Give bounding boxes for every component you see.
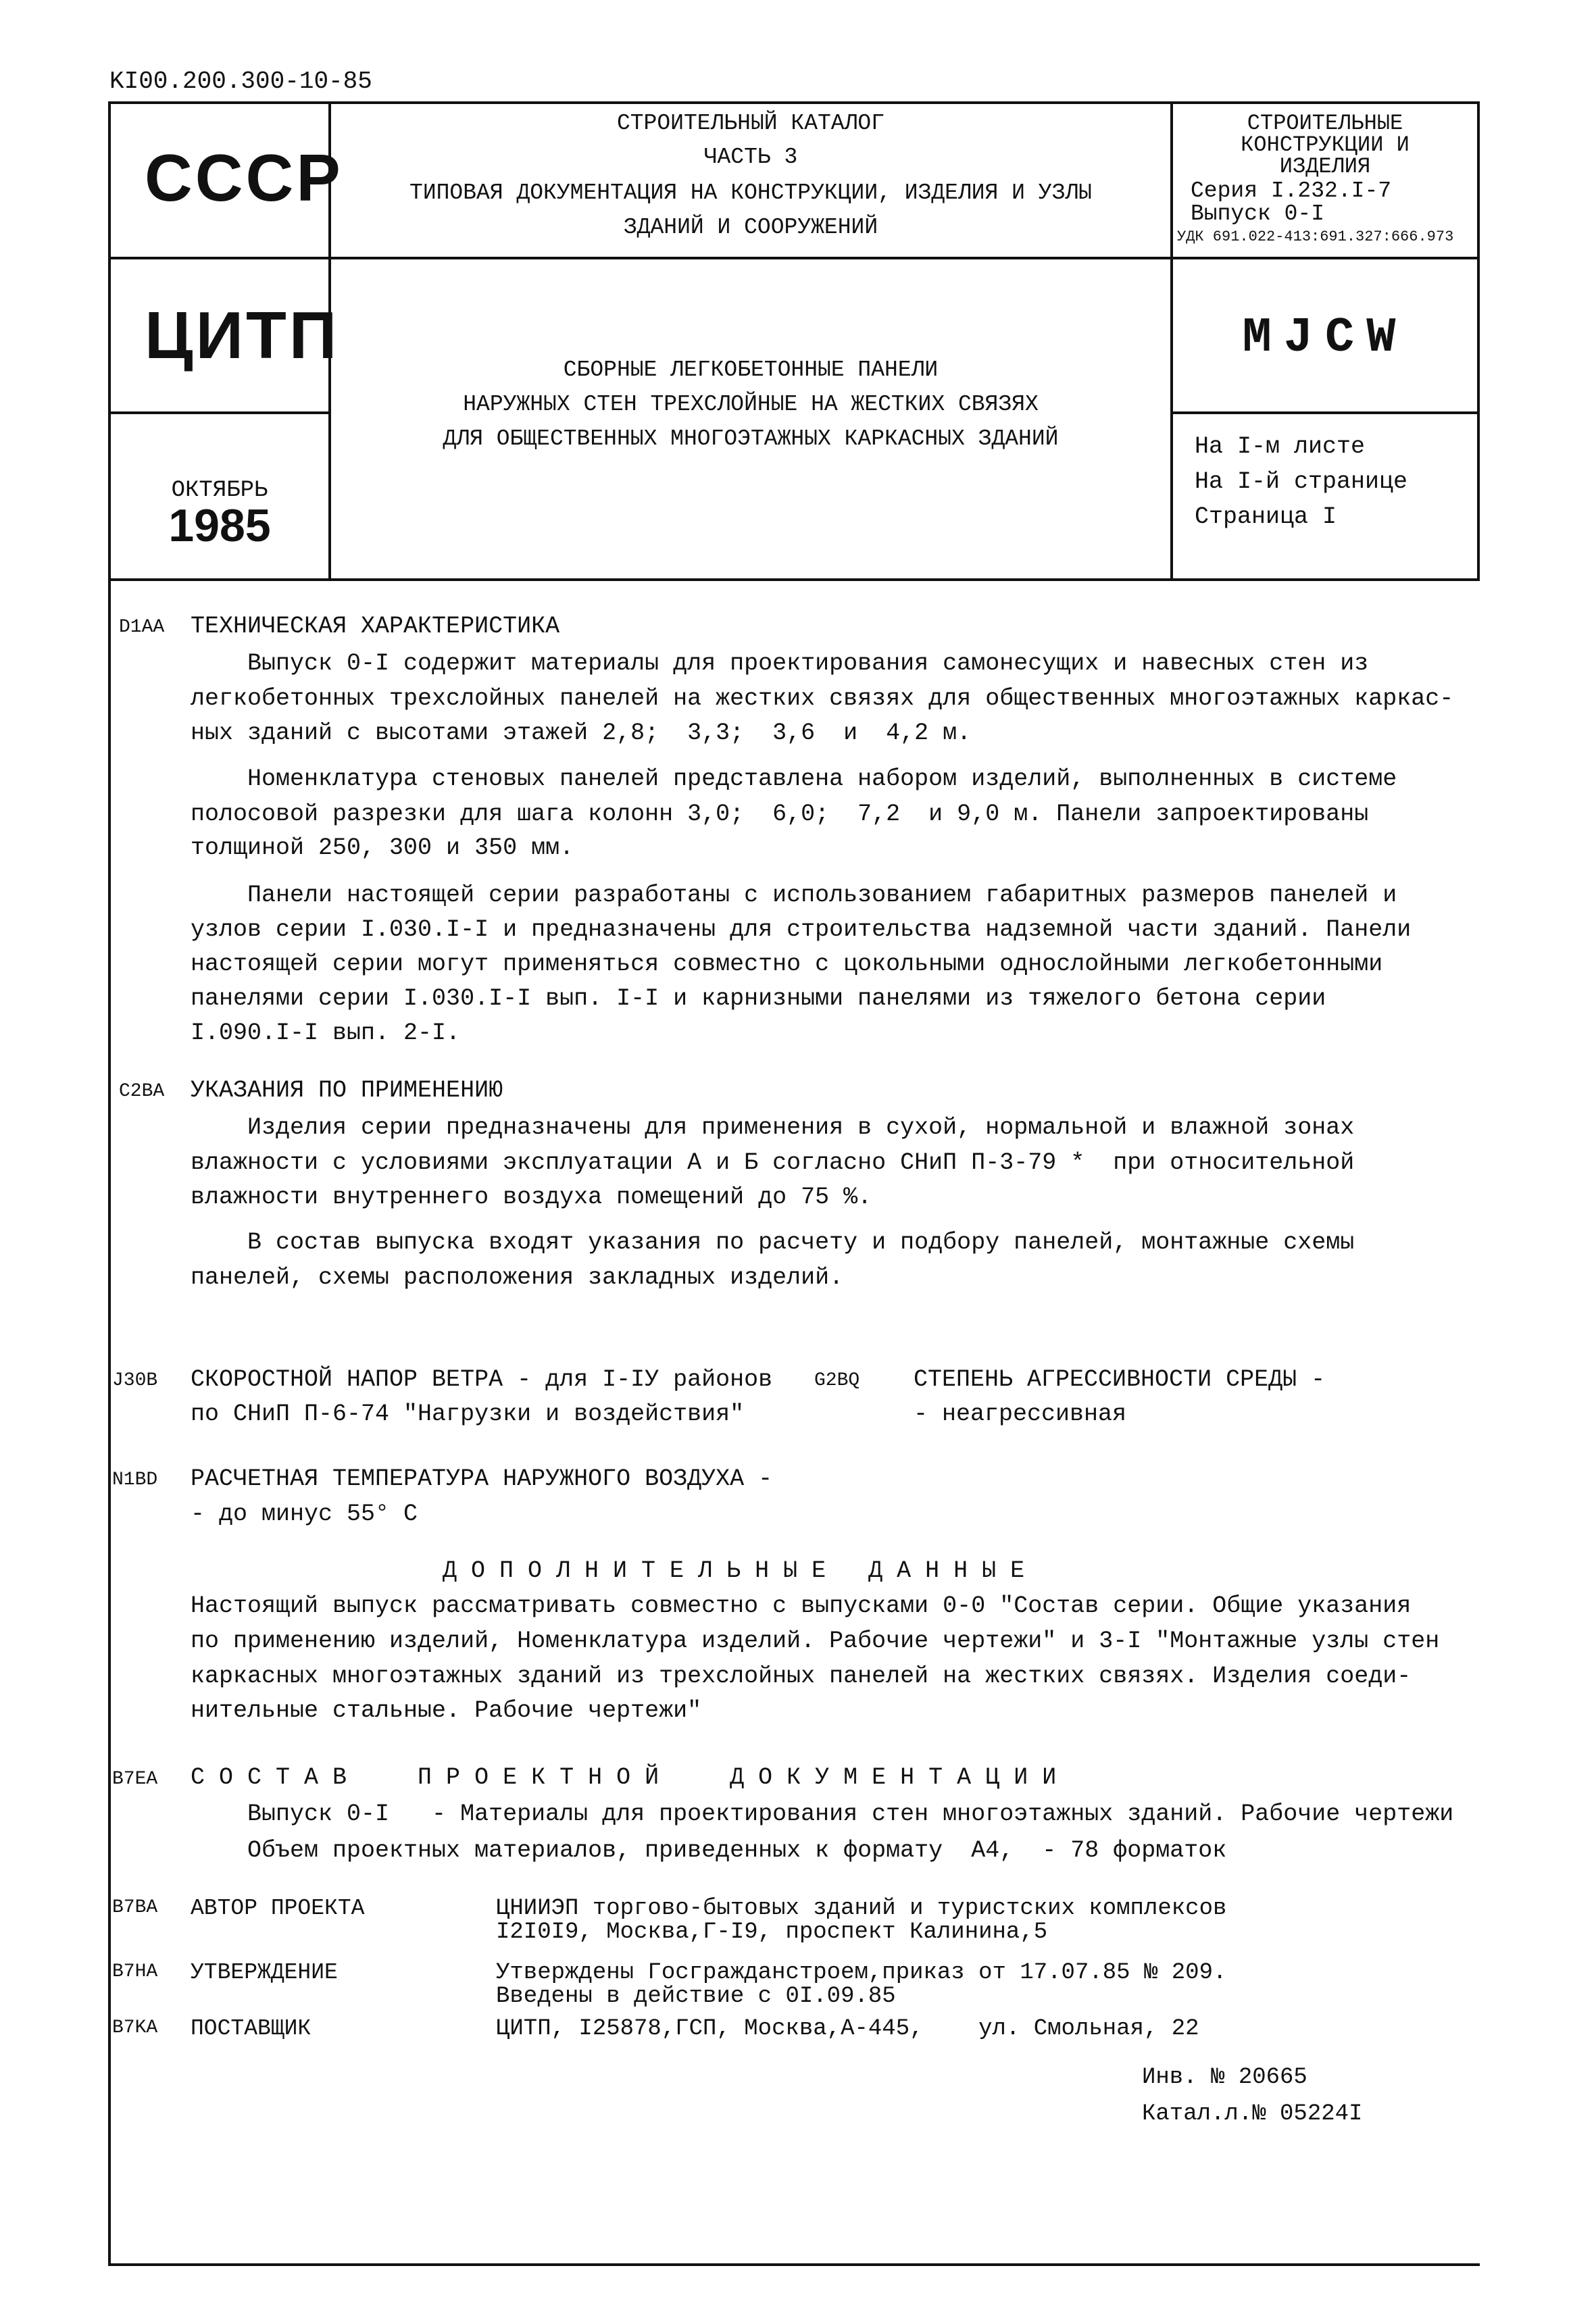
text-line: РАСЧЕТНАЯ ТЕМПЕРАТУРА НАРУЖНОГО ВОЗДУХА - — [191, 1465, 773, 1492]
text-line: Введены в действие с 0I.09.85 — [496, 1984, 896, 2009]
series-line: КОНСТРУКЦИИ И — [1241, 132, 1410, 157]
text-line: Панели настоящей серии разработаны с использованием габаритных размеров панелей и — [191, 882, 1397, 909]
text-line: настоящей серии могут применяться совместно с цокольными однослойными легкобетонными — [191, 951, 1383, 978]
text-line: влажности с условиями эксплуатации А и Б согласно СНиП П-3-79 * при относительной — [191, 1149, 1355, 1176]
inventory-number: Инв. № 20665 — [1142, 2065, 1307, 2090]
section-code: D1AA — [119, 617, 165, 638]
text-line: толщиной 250, 300 и 350 мм. — [191, 834, 574, 861]
text-line: СТЕПЕНЬ АГРЕССИВНОСТИ СРЕДЫ - — [914, 1366, 1326, 1393]
header-frame — [108, 101, 1480, 581]
text-line: по применению изделий, Номенклатура изделий. Рабочие чертежи" и 3-I "Монтажные узлы стен — [191, 1628, 1440, 1655]
header-divider-row2-right — [1170, 411, 1477, 414]
text-line: ных зданий с высотами этажей 2,8; 3,3; 3,6 и 4,2 м. — [191, 720, 972, 747]
issue-number: Выпуск 0-I — [1191, 201, 1325, 226]
text-line: СКОРОСТНОЙ НАПОР ВЕТРА - для I-IУ районов — [191, 1366, 773, 1393]
month-label: ОКТЯБРЬ — [171, 478, 268, 503]
text-line: Утверждены Госгражданстроем,приказ от 17.07.85 № 209. — [496, 1960, 1227, 1986]
text-line: каркасных многоэтажных зданий из трехслойных панелей на жестких связях. Изделия соеди- — [191, 1663, 1412, 1690]
text-line: Настоящий выпуск рассматривать совместно с выпусками 0-0 "Состав серии. Общие указания — [191, 1592, 1412, 1619]
sheet-line: Страница I — [1195, 503, 1337, 530]
series-line: ИЗДЕЛИЯ — [1279, 154, 1371, 179]
text-line: по СНиП П-6-74 "Нагрузки и воздействия" — [191, 1401, 745, 1428]
text-line: ЦИТП, I25878,ГСП, Москва,А-445, ул. Смольная, 22 — [496, 2016, 1199, 2042]
text-line: влажности внутреннего воздуха помещений до 75 %. — [191, 1184, 872, 1211]
body-frame-left — [108, 578, 111, 2265]
section-code: G2BQ — [814, 1370, 860, 1391]
section-label: УТВЕРЖДЕНИЕ — [191, 1960, 338, 1985]
header-divider-row2-left — [111, 411, 331, 414]
text-line: - до минус 55° С — [191, 1501, 418, 1528]
text-line: Номенклатура стеновых панелей представлена набором изделий, выполненных в системе — [191, 765, 1397, 793]
section-title: Д О П О Л Н И Т Е Л Ь Н Ы Е Д А Н Н Ы Е — [443, 1557, 1025, 1584]
body-frame-bottom — [108, 2263, 1480, 2266]
section-code: B7EA — [112, 1769, 158, 1790]
doc-code: KI00.200.300-10-85 — [109, 68, 372, 95]
section-code: B7HA — [112, 1961, 158, 1982]
section-code: B7BA — [112, 1897, 158, 1918]
text-line: узлов серии I.030.I-I и предназначены для строительства надземной части зданий. Панели — [191, 916, 1412, 943]
section-code: B7KA — [112, 2017, 158, 2038]
ussr-label: СССР — [145, 141, 343, 215]
text-line: панелями серии I.030.I-I вып. I-I и карнизными панелями из тяжелого бетона серии — [191, 985, 1326, 1012]
series-number: Серия I.232.I-7 — [1191, 178, 1392, 203]
catalog-line: СТРОИТЕЛЬНЫЙ КАТАЛОГ — [616, 111, 885, 136]
text-line: полосовой разрезки для шага колонн 3,0; 6,0; 7,2 и 9,0 м. Панели запроектированы — [191, 801, 1369, 828]
section-title: С О С Т А В П Р О Е К Т Н О Й Д О К У М Е Н Т А Ц И И — [191, 1764, 1057, 1791]
product-line: СБОРНЫЕ ЛЕГКОБЕТОННЫЕ ПАНЕЛИ — [563, 357, 939, 382]
text-line: панелей, схемы расположения закладных изделий. — [191, 1264, 844, 1291]
catalog-line: ТИПОВАЯ ДОКУМЕНТАЦИЯ НА КОНСТРУКЦИИ, ИЗДЕЛИЯ И УЗЛЫ — [409, 180, 1092, 205]
text-line: Выпуск 0-I - Материалы для проектирования стен многоэтажных зданий. Рабочие чертежи — [191, 1801, 1454, 1828]
section-code: C2BA — [119, 1081, 165, 1102]
catalog-sheet-number: Катал.л.№ 05224I — [1142, 2101, 1363, 2127]
text-line: легкобетонных трехслойных панелей на жестких связях для общественных многоэтажных каркас- — [191, 685, 1454, 712]
section-code: N1BD — [112, 1469, 158, 1490]
udk-code: УДК 691.022-413:691.327:666.973 — [1177, 228, 1454, 245]
section-label: АВТОР ПРОЕКТА — [191, 1896, 365, 1921]
section-label: ПОСТАВЩИК — [191, 2016, 311, 2041]
sheet-line: На I-й странице — [1195, 468, 1408, 495]
text-line: Объем проектных материалов, приведенных к формату А4, - 78 форматок — [191, 1837, 1227, 1864]
text-line: I2I0I9, Москва,Г-I9, проспект Калинина,5 — [496, 1919, 1048, 1945]
section-title: ТЕХНИЧЕСКАЯ ХАРАКТЕРИСТИКА — [191, 613, 560, 640]
text-line: В состав выпуска входят указания по расчету и подбору панелей, монтажные схемы — [191, 1229, 1355, 1256]
mjcw-code: MJCW — [1242, 310, 1408, 366]
text-line: ЦНИИЭП торгово-бытовых зданий и туристских комплексов — [496, 1896, 1227, 1921]
text-line: Изделия серии предназначены для применения в сухой, нормальной и влажной зонах — [191, 1114, 1355, 1141]
sheet-line: На I-м листе — [1195, 433, 1366, 460]
header-divider-row1 — [111, 257, 1477, 259]
catalog-line: ЧАСТЬ 3 — [703, 145, 798, 170]
text-line: I.090.I-I вып. 2-I. — [191, 1020, 461, 1047]
section-code: J30B — [112, 1370, 158, 1391]
text-line: - неагрессивная — [914, 1401, 1127, 1428]
citp-label: ЦИТП — [145, 298, 340, 372]
series-line: СТРОИТЕЛЬНЫЕ — [1247, 111, 1403, 136]
catalog-line: ЗДАНИЙ И СООРУЖЕНИЙ — [623, 215, 878, 240]
product-line: ДЛЯ ОБЩЕСТВЕННЫХ МНОГОЭТАЖНЫХ КАРКАСНЫХ ЗДАНИЙ — [443, 426, 1059, 451]
text-line: Выпуск 0-I содержит материалы для проектирования самонесущих и навесных стен из — [191, 650, 1369, 677]
text-line: нительные стальные. Рабочие чертежи" — [191, 1697, 702, 1724]
section-title: УКАЗАНИЯ ПО ПРИМЕНЕНИЮ — [191, 1077, 503, 1104]
year-label: 1985 — [168, 500, 271, 551]
product-line: НАРУЖНЫХ СТЕН ТРЕХСЛОЙНЫЕ НА ЖЕСТКИХ СВЯЗЯХ — [463, 392, 1039, 417]
